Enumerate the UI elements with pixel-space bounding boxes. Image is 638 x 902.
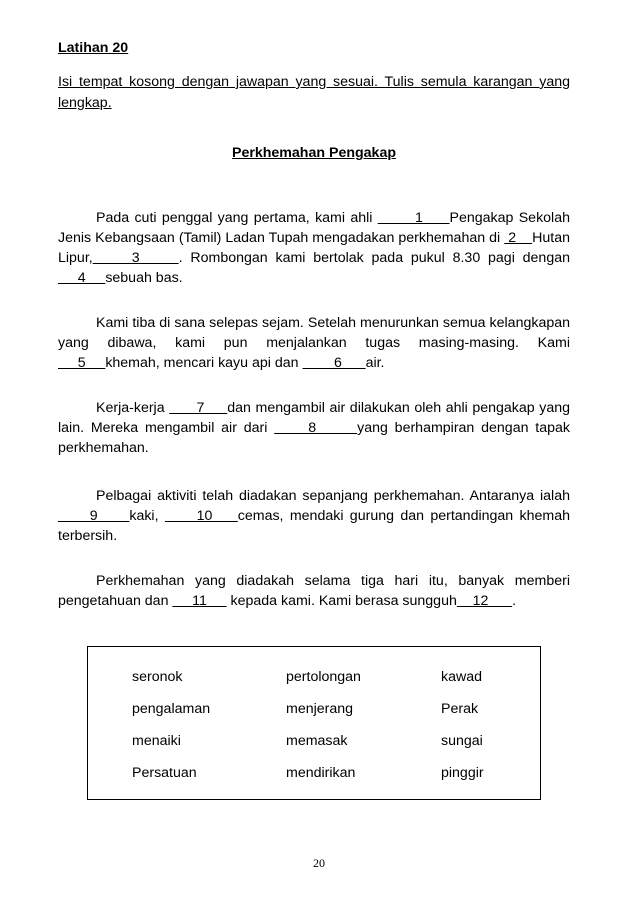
word-bank-item: pertolongan [286,669,361,685]
page-number: 20 [313,856,325,870]
word-bank-item: pinggir [441,765,484,781]
word-bank-box [87,646,541,800]
exercise-heading: Latihan 20 [58,40,129,56]
paragraph-5 [58,571,570,611]
word-bank-item: kawad [441,669,483,685]
paragraph-text: Pelbagai aktiviti telah diadakan sepanjang perkhemahan. Antaranya ialah [96,488,570,504]
paragraph-text: kepada kami. Kami berasa sungguh [226,593,457,609]
paragraph-text: cemas, mendaki gurung dan pertandingan khemah terbersih. [58,508,570,544]
paragraph-text: air. [365,355,385,371]
blank-12: 12 [456,593,513,609]
paragraph-text: dan mengambil air dilakukan oleh ahli pengakap yang lain. Mereka mengambil air dari [58,400,571,436]
paragraph-text: Kami tiba di sana selepas sejam. Setelah menurunkan semua kelangkapan yang dibawa, kami pun menjalankan tugas masing-masing. Kami [58,315,570,351]
paragraph-text: kaki, [129,508,165,524]
instruction-text: Isi tempat kosong dengan jawapan yang sesuai. Tulis semula karangan yang lengkap. [58,74,570,111]
blank-11: 11 [172,593,227,609]
paragraph-2 [58,313,570,373]
blank-4: 4 [58,270,106,286]
blank-8: 8 [274,420,358,436]
word-bank-item: Perak [441,701,479,717]
paragraph-text: Hutan Lipur, [58,230,570,266]
paragraph-1 [58,208,570,288]
paragraph-text: sebuah bas. [105,270,183,286]
word-bank-item: menaiki [132,733,181,749]
paragraph-text: yang berhampiran dengan tapak perkhemahan. [58,420,571,456]
paragraph-text: khemah, mencari kayu api dan [105,355,303,371]
word-bank-item: mendirikan [286,765,356,781]
paragraph-4 [58,486,570,546]
paragraph-text: . Rombongan kami bertolak pada pukul 8.30 pagi dengan [178,250,570,266]
blank-3: 3 [92,250,179,266]
blank-7: 7 [169,400,228,416]
blank-9: 9 [58,508,130,524]
paragraph-text: . [512,593,517,609]
paragraph-text: Pada cuti penggal yang pertama, kami ahli [96,210,378,226]
word-bank-item: Persatuan [132,765,197,781]
paragraph-3 [58,398,570,458]
paragraph-text: Pengakap Sekolah Jenis Kebangsaan (Tamil) Ladan Tupah mengadakan perkhemahan di [58,210,570,246]
paragraph-text: Perkhemahan yang diadakah selama tiga hari itu, banyak memberi pengetahuan dan [58,573,570,609]
word-bank-item: menjerang [286,701,354,717]
blank-10: 10 [164,508,238,524]
paragraph-text: Kerja-kerja [96,400,170,416]
blank-6: 6 [302,355,366,371]
blank-5: 5 [58,355,106,371]
word-bank-item: pengalaman [132,701,211,717]
word-bank-item: sungai [441,733,483,749]
essay-title: Perkhemahan Pengakap [231,145,396,161]
blank-1: 1 [377,210,450,226]
blank-2: 2 [504,230,533,246]
word-bank-item: seronok [132,669,183,685]
word-bank-item: memasak [286,733,348,749]
